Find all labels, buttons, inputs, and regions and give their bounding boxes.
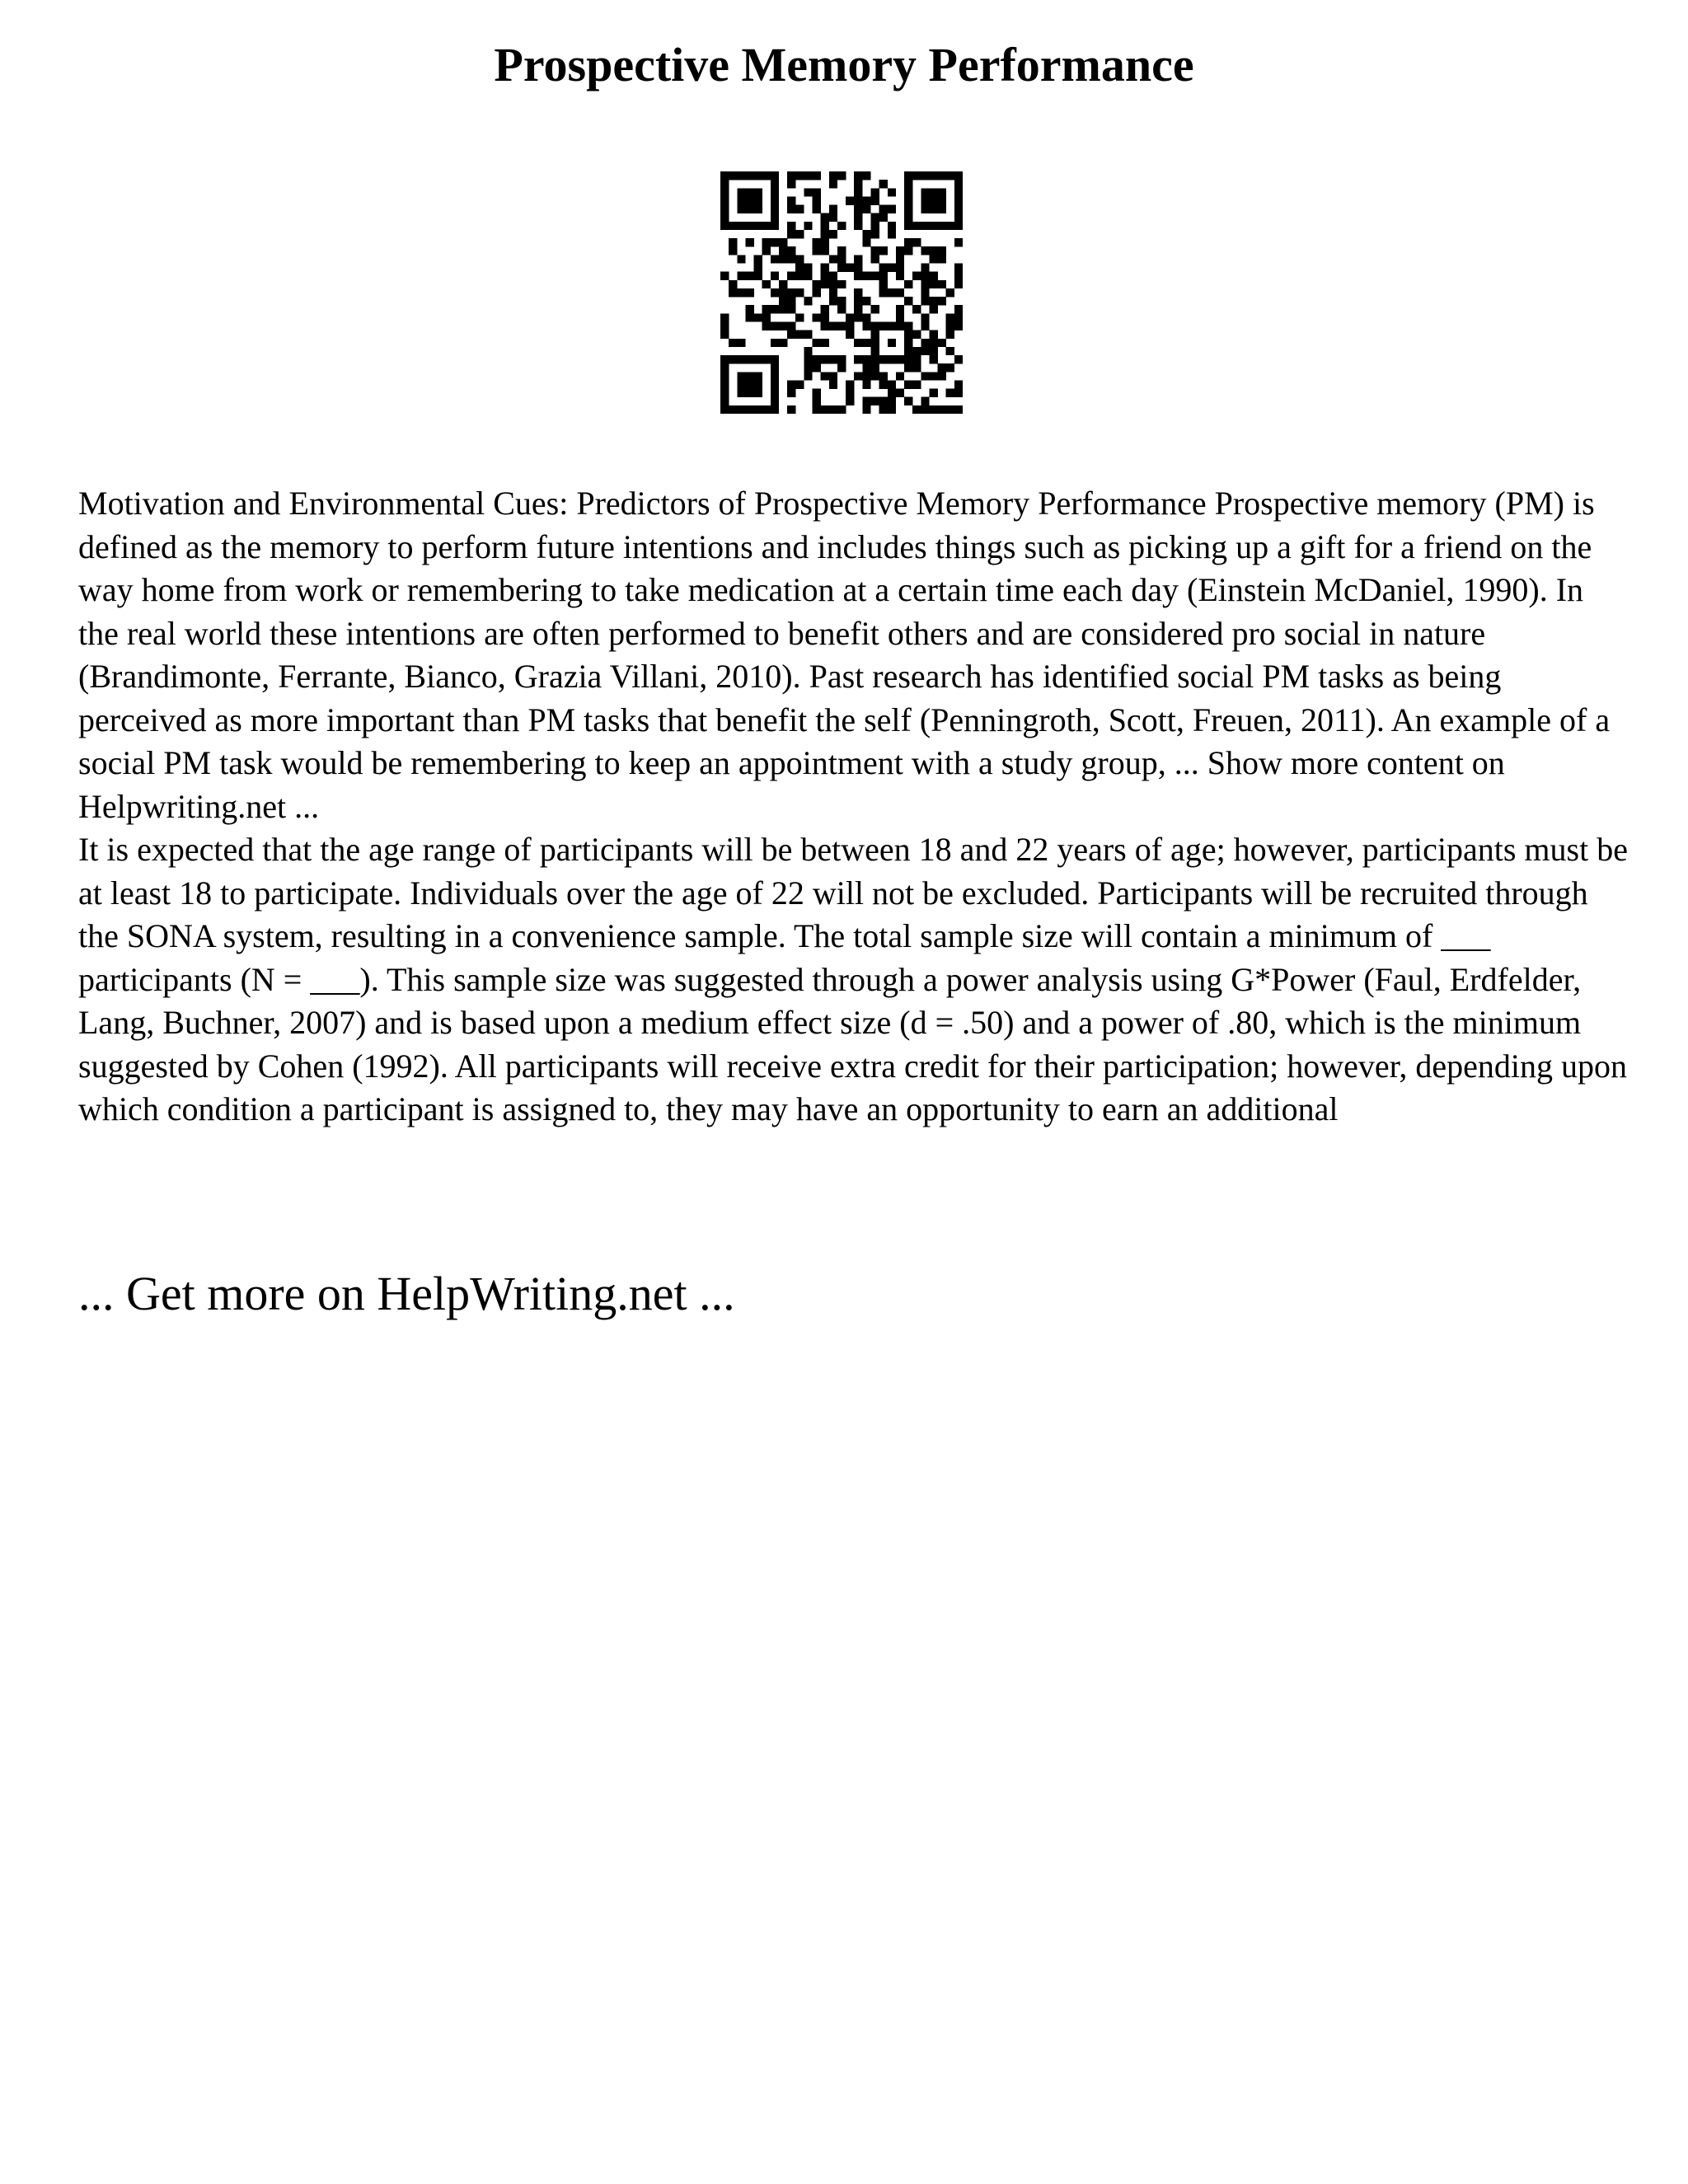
paragraph-participants: It is expected that the age range of participants will be between 18 and 22 years of age; however, participants must be at least 18 to participate. Individuals over the age of 22 will not be excluded. Participants will be recruited through the SONA system, resulting in a convenience sample. The total sample size will contain a minimum of ___ participants (N = ___). This sample size was suggested through a power analysis using G*Power (Faul, Erdfelder, Lang, Buchner, 2007) and is based upon a medium effect size (d = .50) and a power of .80, which is the minimum suggested by Cohen (1992). All participants will receive extra credit for their participation; however, depending upon which condition a participant is assigned to, they may have an opportunity to earn an additional [78, 831, 1628, 1127]
page-title: Prospective Memory Performance [494, 38, 1194, 91]
paragraph-intro: Motivation and Environmental Cues: Predictors of Prospective Memory Performance Prospective memory (PM) is defined as the memory to perform future intentions and includes things such as picking up a gift for a friend on the way home from work or remembering to take medication at a certain time each day (Einstein McDaniel, 1990). In the real world these intentions are often performed to benefit others and are considered pro social in nature (Brandimonte, Ferrante, Bianco, Grazia Villani, 2010). Past research has identified social PM tasks as being perceived as more important than PM tasks that benefit the self (Penningroth, Scott, Freuen, 2011). An example of a social PM task would be remembering to keep an appointment with a study group, ... Show more content on Helpwriting.net ... [78, 485, 1611, 825]
qr-code-icon [720, 171, 963, 414]
article-body [78, 482, 1628, 1132]
get-more-link[interactable]: ... Get more on HelpWriting.net ... [78, 1267, 735, 1320]
